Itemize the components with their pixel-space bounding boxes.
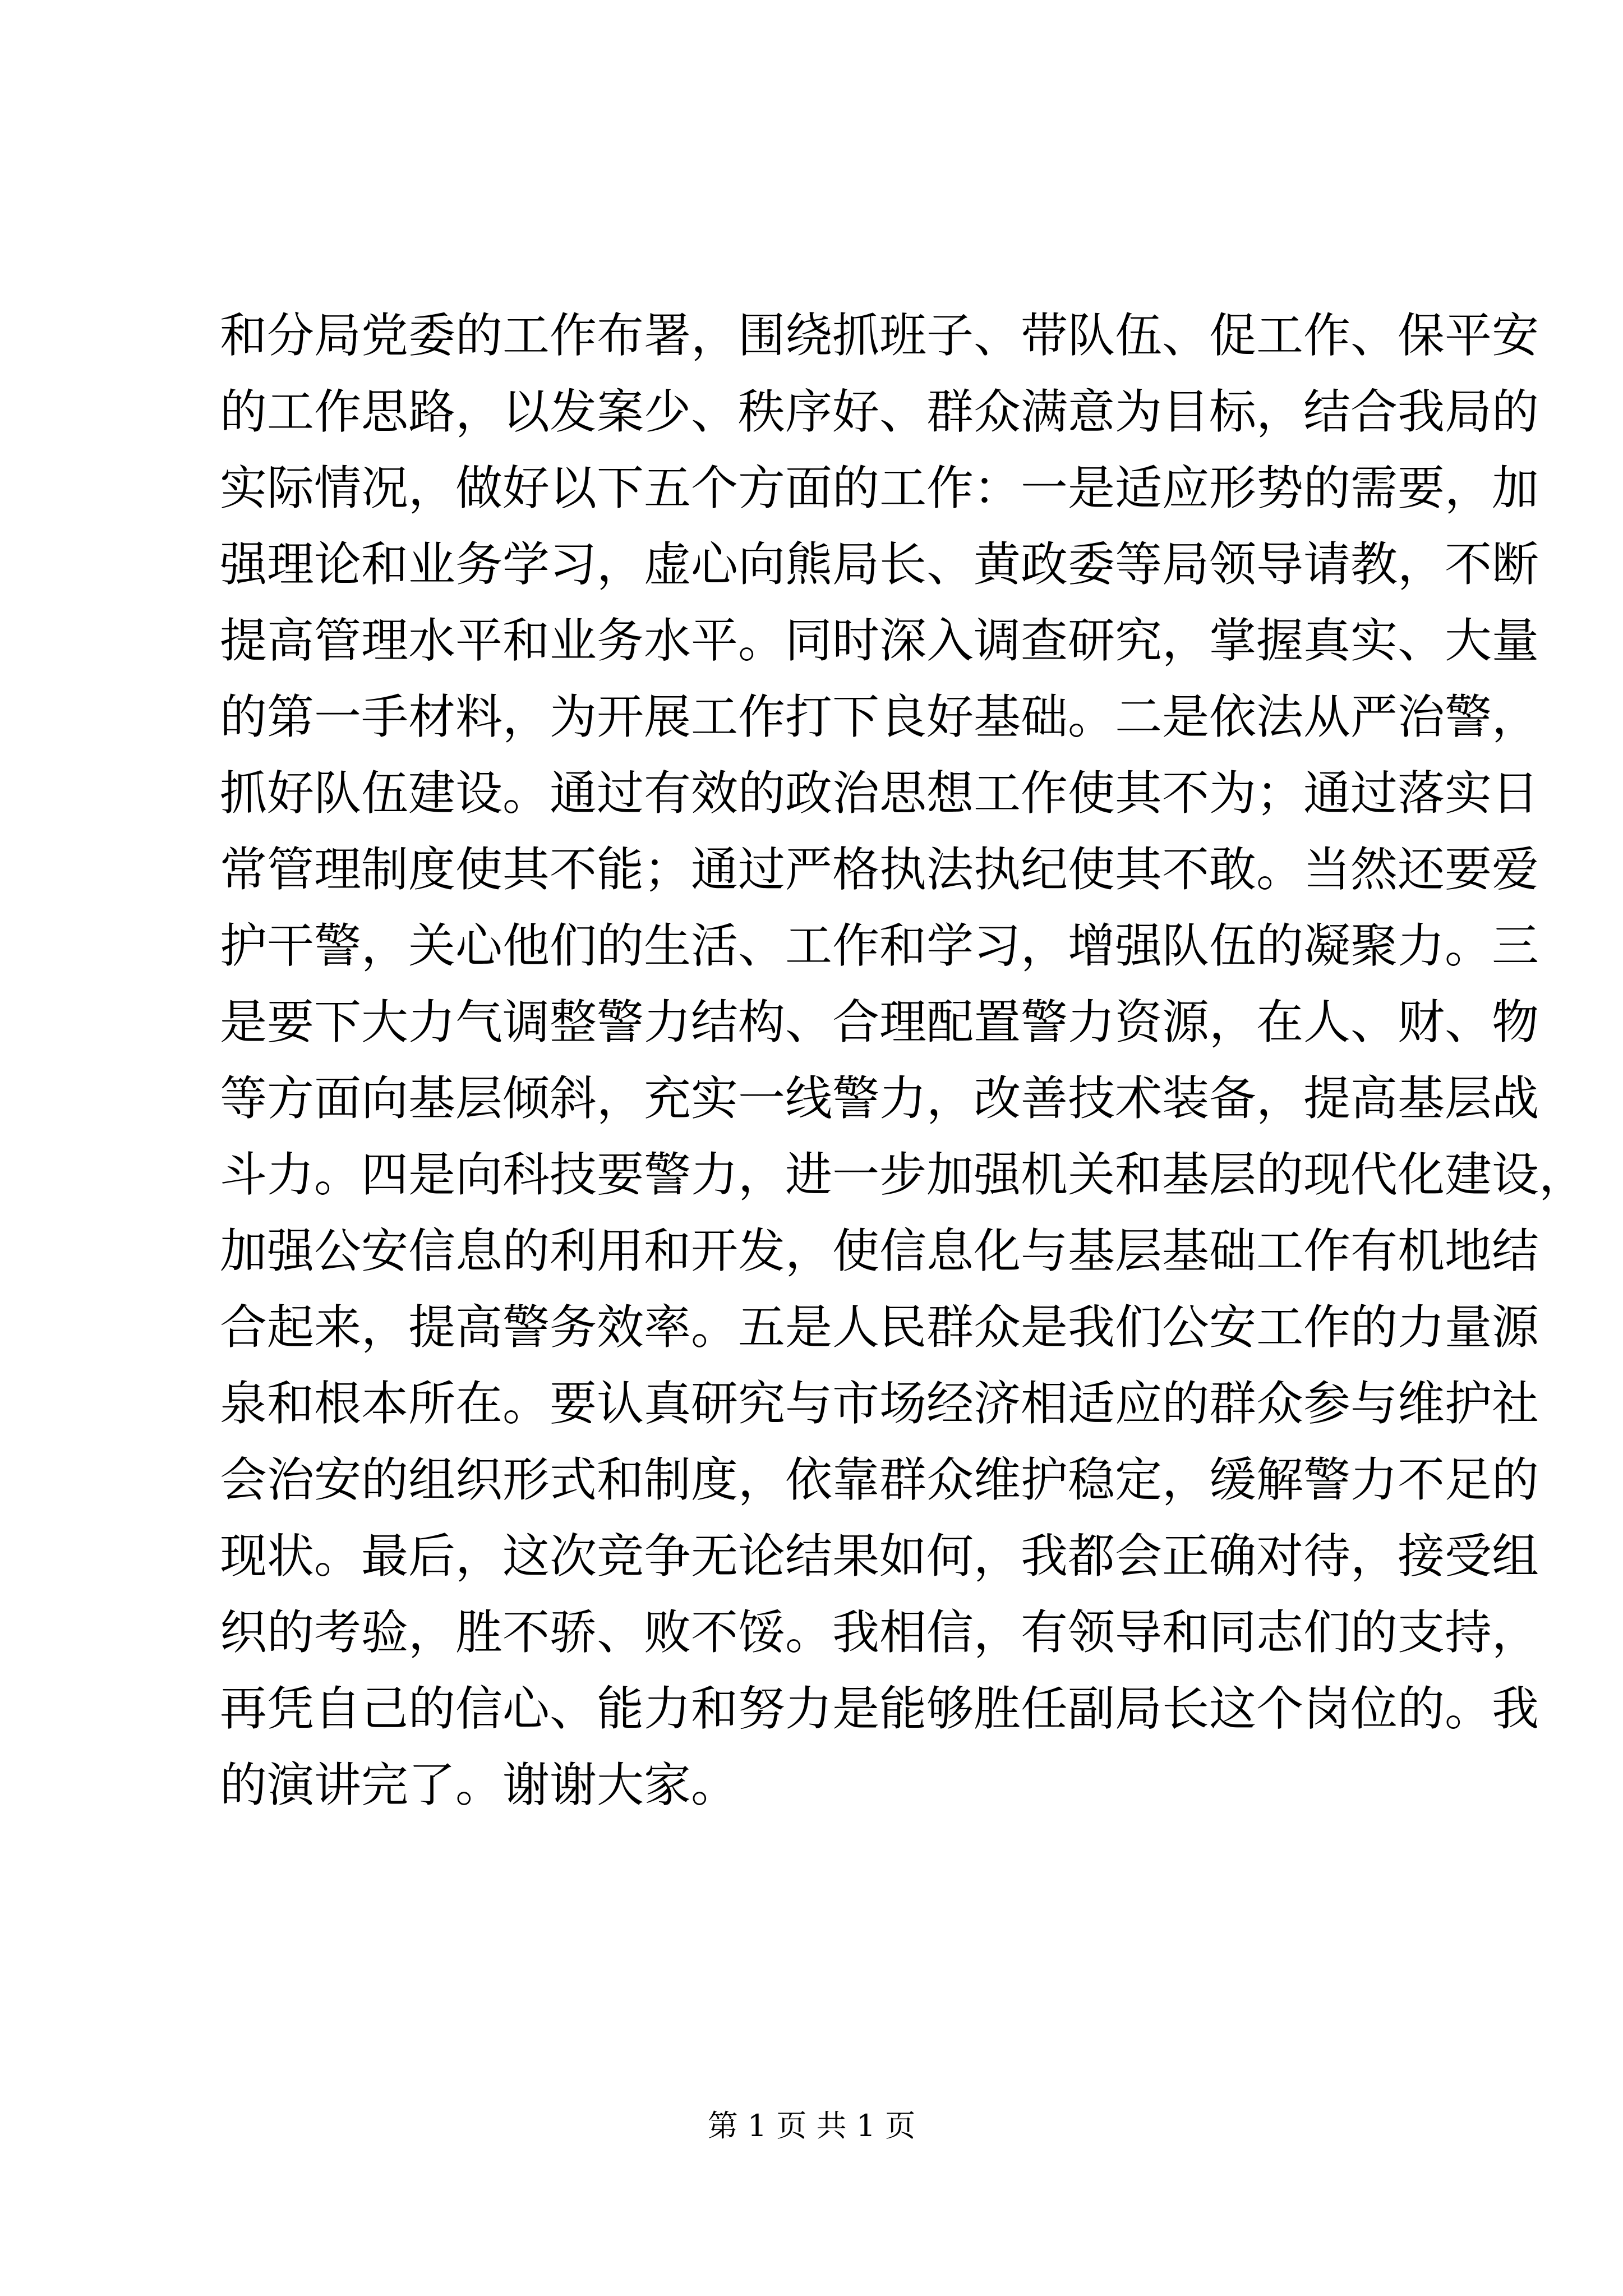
text-line: 抓好队伍建设。通过有效的政治思想工作使其不为；通过落实日 (220, 766, 1539, 821)
text-line-last: 的演讲完了。谢谢大家。 (220, 1757, 739, 1812)
text-line: 的第一手材料，为开展工作打下良好基础。二是依法从严治警， (220, 689, 1539, 744)
text-line: 提高管理水平和业务水平。同时深入调查研究，掌握真实、大量 (220, 613, 1539, 668)
page-number-label: 第 1 页 共 1 页 (707, 2108, 916, 2143)
text-line: 会治安的组织形式和制度，依靠群众维护稳定，缓解警力不足的 (220, 1452, 1539, 1507)
text-line: 泉和根本所在。要认真研究与市场经济相适应的群众参与维护社 (220, 1376, 1539, 1431)
text-line: 的工作思路，以发案少、秩序好、群众满意为目标，结合我局的 (220, 384, 1539, 439)
page-footer (0, 2104, 1623, 2148)
text-line: 再凭自己的信心、能力和努力是能够胜任副局长这个岗位的。我 (220, 1681, 1539, 1736)
text-line: 合起来，提高警务效率。五是人民群众是我们公安工作的力量源 (220, 1300, 1539, 1355)
text-line: 和分局党委的工作布署，围绕抓班子、带队伍、促工作、保平安 (220, 308, 1539, 363)
text-line: 等方面向基层倾斜，充实一线警力，改善技术装备，提高基层战 (220, 1071, 1539, 1126)
text-line: 现状。最后，这次竞争无论结果如何，我都会正确对待，接受组 (220, 1529, 1539, 1584)
body-text (220, 297, 1587, 1823)
text-line: 护干警，关心他们的生活、工作和学习，增强队伍的凝聚力。三 (220, 918, 1539, 973)
text-line: 斗力。四是向科技要警力，进一步加强机关和基层的现代化建设， (220, 1147, 1587, 1202)
text-line: 实际情况，做好以下五个方面的工作：一是适应形势的需要，加 (220, 461, 1539, 516)
text-line: 强理论和业务学习，虚心向熊局长、黄政委等局领导请教，不断 (220, 537, 1539, 592)
text-line: 加强公安信息的利用和开发，使信息化与基层基础工作有机地结 (220, 1223, 1539, 1278)
text-line: 是要下大力气调整警力结构、合理配置警力资源，在人、财、物 (220, 995, 1539, 1050)
text-line: 织的考验，胜不骄、败不馁。我相信，有领导和同志们的支持， (220, 1605, 1539, 1660)
text-line: 常管理制度使其不能；通过严格执法执纪使其不敢。当然还要爱 (220, 842, 1539, 897)
